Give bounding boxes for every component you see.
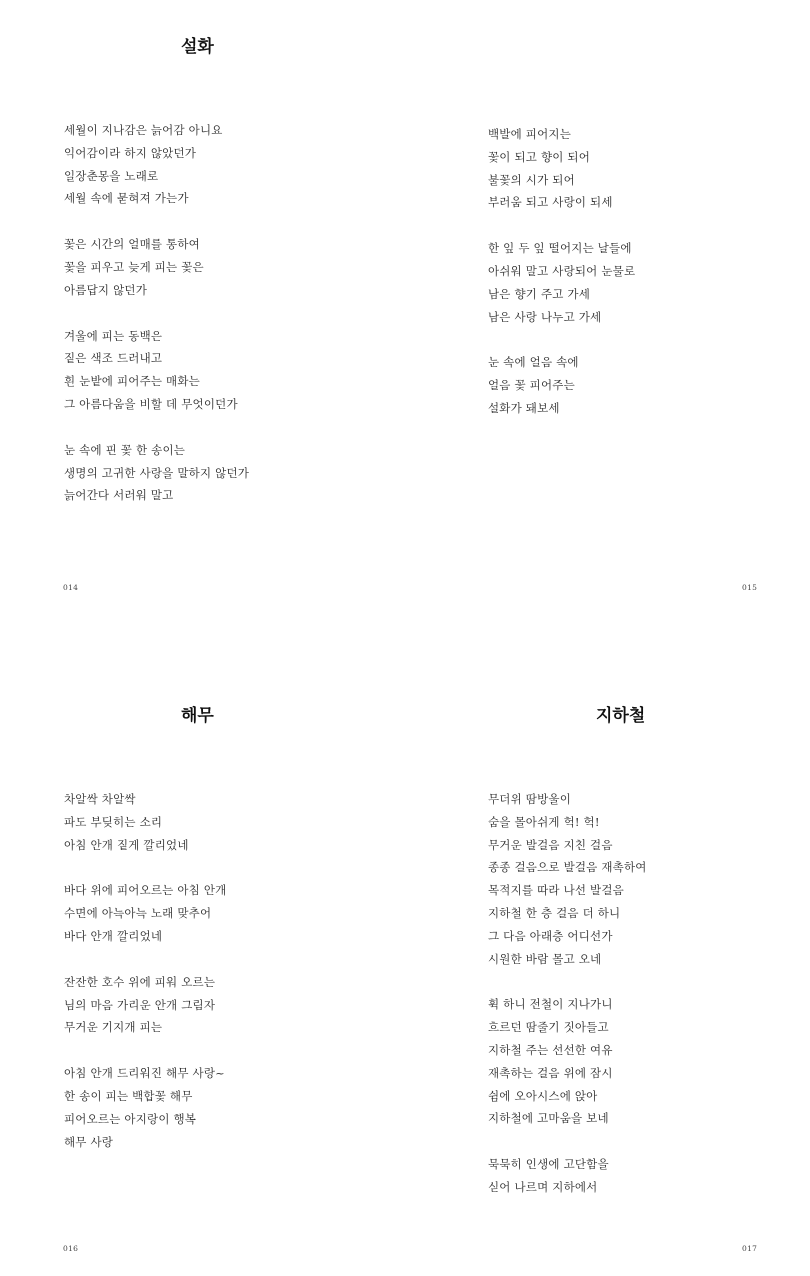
poem-line: 목적지를 따라 나선 발걸음: [488, 883, 624, 898]
poem-line: 한 잎 두 잎 떨어지는 날들에: [488, 241, 632, 256]
page-017: [405, 660, 810, 1276]
poem-line: 부러움 되고 사랑이 되세: [488, 195, 613, 210]
poem-line: 지하철 한 층 걸음 더 하니: [488, 905, 621, 920]
page-015: [405, 0, 810, 640]
poem-line: 일장춘몽을 노래로: [64, 168, 159, 183]
poem-line: 무거운 기지개 피는: [64, 1020, 163, 1035]
poem-line: 꽃은 시간의 얼매를 통하여: [64, 237, 200, 252]
poem-line: 그 아름다움을 비할 데 무엇이던가: [64, 396, 238, 411]
poem-line: 백발에 피어지는: [488, 127, 572, 141]
poem-title: 설화: [181, 37, 214, 57]
poem-line: 눈 속에 핀 꽃 한 송이는: [64, 442, 186, 457]
poem-line: 불꽃의 시가 되어: [488, 172, 575, 187]
poem-line: 꽃을 피우고 늦게 피는 꽃은: [64, 259, 204, 274]
poem-line: 남은 사랑 나누고 가세: [488, 309, 602, 324]
poem-line: 세월 속에 묻혀져 가는가: [64, 191, 189, 206]
poem-line: 짙은 색조 드러내고: [64, 351, 163, 366]
poem-line: 수면에 아늑아늑 노래 맞추어: [64, 906, 212, 921]
poem-line: 파도 부딪히는 소리: [64, 814, 163, 829]
page-number: 015: [742, 583, 758, 592]
poem-line: 눈 속에 얼음 속에: [488, 355, 579, 370]
poem-line: 남은 향기 주고 가세: [488, 286, 591, 301]
poem-line: 그 다음 아래층 어디선가: [488, 928, 613, 943]
poem-line: 익어감이라 하지 않았던가: [64, 145, 197, 160]
poem-line: 잔잔한 호수 위에 피워 오르는: [64, 974, 216, 989]
poem-line: 겨울에 피는 동백은: [64, 328, 163, 343]
poem-stanza: [64, 439, 249, 507]
poem-body: [64, 119, 249, 530]
poem-line: 아침 안개 짙게 깔리었네: [64, 837, 189, 852]
poem-line: 지하철 주는 선선한 여유: [488, 1042, 613, 1057]
poem-line: 숨을 몰아쉬게 헉! 헉!: [488, 814, 600, 829]
poem-body: [488, 788, 647, 1222]
poem-line: 아침 안개 드리워진 해무 사랑~: [64, 1066, 225, 1081]
poem-stanza: [488, 237, 635, 328]
poem-line: 싣어 나르며 지하에서: [488, 1179, 598, 1194]
poem-body: [64, 788, 226, 1176]
poem-line: 휙 하니 전철이 지나가니: [488, 997, 613, 1012]
poem-stanza: [64, 788, 226, 856]
poem-line: 바다 위에 피어오르는 아침 안개: [64, 883, 227, 898]
poem-line: 차알싹 차알싹: [64, 792, 136, 806]
poem-stanza: [64, 1062, 226, 1153]
page-014: [0, 0, 405, 640]
poem-line: 묵묵히 인생에 고단함을: [488, 1157, 609, 1172]
poem-line: 종종 걸음으로 발걸음 재촉하여: [488, 860, 647, 875]
poem-stanza: [488, 1153, 647, 1199]
poem-line: 바다 안개 깔리었네: [64, 928, 163, 943]
spread-bottom: [0, 660, 810, 1276]
poem-stanza: [64, 119, 249, 210]
poem-line: 쉼에 오아시스에 앉아: [488, 1088, 598, 1103]
poem-line: 아름답지 않던가: [64, 282, 148, 297]
poem-stanza: [488, 788, 647, 970]
poem-line: 흰 눈밭에 피어주는 매화는: [64, 374, 200, 389]
poem-line: 설화가 돼보세: [488, 400, 560, 415]
poem-line: 피어오르는 아지랑이 행복: [64, 1111, 197, 1126]
poem-line: 세월이 지나감은 늙어감 아니요: [64, 123, 223, 137]
poem-line: 한 송이 피는 백합꽃 해무: [64, 1088, 193, 1103]
poem-line: 흐르던 땀줄기 짓아들고: [488, 1020, 609, 1035]
poem-stanza: [488, 993, 647, 1130]
poem-title: 해무: [181, 706, 214, 726]
poem-line: 지하철에 고마움을 보네: [488, 1111, 609, 1126]
page-number: 017: [742, 1244, 758, 1253]
page-number: 016: [63, 1244, 79, 1253]
poem-stanza: [488, 123, 635, 214]
poem-stanza: [64, 233, 249, 301]
poem-line: 생명의 고귀한 사랑을 말하지 않던가: [64, 465, 250, 480]
poem-stanza: [64, 971, 226, 1039]
poem-line: 꽃이 되고 향이 되어: [488, 149, 591, 164]
page-016: [0, 660, 405, 1276]
poem-stanza: [64, 325, 249, 416]
poem-line: 님의 마음 가리운 안개 그림자: [64, 997, 216, 1012]
poem-stanza: [64, 879, 226, 947]
poem-line: 늙어간다 서러워 말고: [64, 488, 174, 503]
poem-line: 아쉬워 말고 사랑되어 눈물로: [488, 263, 636, 278]
poem-line: 해무 사랑: [64, 1134, 114, 1149]
poem-line: 얼음 꽃 피어주는: [488, 378, 575, 393]
poem-body: [488, 123, 635, 443]
poem-stanza: [488, 351, 635, 419]
poem-line: 시원한 바람 몰고 오네: [488, 951, 602, 966]
poem-line: 무더위 땀방울이: [488, 792, 572, 806]
poem-line: 무거운 발걸음 지친 걸음: [488, 837, 613, 852]
poem-line: 재촉하는 걸음 위에 잠시: [488, 1065, 613, 1080]
page-number: 014: [63, 583, 79, 592]
poem-title: 지하철: [596, 706, 646, 726]
